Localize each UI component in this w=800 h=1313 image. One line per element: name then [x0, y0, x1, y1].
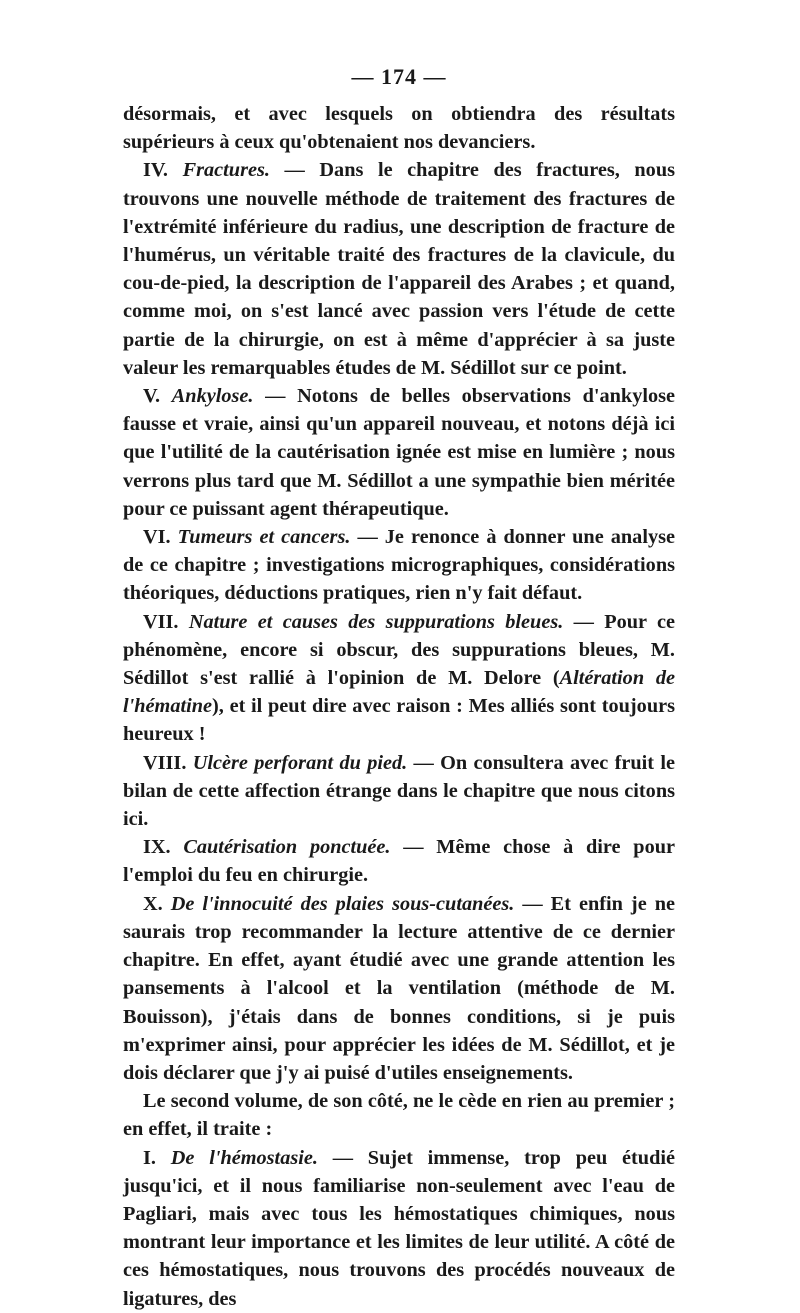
body-text [123, 100, 675, 1313]
section-numeral: VII. [143, 610, 189, 633]
section-title: Fractures. [182, 159, 270, 182]
dash-separator: — [269, 159, 320, 182]
section-cauterisation [123, 833, 675, 889]
paragraph-body: Même chose à dire pour l'emploi du feu en chirurgie. [123, 836, 676, 887]
section-numeral: X. [143, 892, 171, 915]
paragraph-body: Et enfin je ne saurais trop recommander la lecture attentive de ce dernier chapitre. En effet, ayant étudié avec une grande attention les pansements à l'alcool et la ventilation (méthode de M. Bouisson), j'étais dans de bonnes conditions, si je puis m'exprimer ainsi, pour apprécier les idées de M. Sédillot, et je dois déclarer que j'y ai puisé d'utiles enseignements. [123, 892, 675, 1084]
section-numeral: VI. [143, 526, 178, 549]
section-innocuite [123, 890, 675, 1087]
section-ankylose [123, 382, 675, 523]
paragraph-body: Sujet immense, trop peu étudié jusqu'ici, et il nous familiarise non-seulement avec l'eau de Pagliari, mais avec tous les hémostatiques chimiques, nous montrant leur importance et les limites de leur utilité. A côté de ces hémostatiques, nous trouvons des procédés nouveaux de ligatures, des [123, 1146, 676, 1310]
section-hemostasie [123, 1144, 675, 1313]
paragraph-body: On consultera avec fruit le bilan de cette affection étrange dans le chapitre que nous citons ici. [123, 751, 676, 831]
dash-separator: — [317, 1146, 368, 1169]
section-numeral: I. [143, 1146, 171, 1169]
section-title: De l'hémostasie. [170, 1146, 318, 1169]
section-title: Ankylose. [171, 385, 254, 408]
section-tumeurs [123, 523, 675, 608]
dash-separator: — [407, 751, 441, 774]
paragraph-body: Pour ce phénomène, encore si obscur, des suppurations bleues, M. Sédillot s'est rallié à l'opinion de M. Delore ( [123, 610, 676, 690]
section-numeral: IV. [143, 159, 183, 182]
dash-separator: — [350, 526, 385, 549]
section-numeral: VIII. [143, 751, 193, 774]
paragraph-continuation [123, 100, 675, 156]
paragraph-body: Je renonce à donner une analyse de ce chapitre ; investigations micrographiques, considérations théoriques, déductions pratiques, rien n'y fait défaut. [123, 526, 675, 605]
section-ulcere [123, 749, 675, 834]
dash-separator: — [253, 385, 298, 408]
cited-work-title: Altération de l'hématine [123, 667, 675, 718]
section-title: Ulcère perforant du pied. [192, 751, 408, 774]
paragraph-body: Notons de belles observations d'ankylose fausse et vraie, ainsi qu'un appareil nouveau, et notons déjà ici que l'utilité de la cautérisation ignée est mise en lumière ; nous verrons plus tard que M. Sédillot a une sympathie bien méritée pour ce puissant agent thérapeutique. [123, 385, 676, 520]
dash-separator: — [563, 610, 605, 633]
section-numeral: IX. [143, 836, 184, 859]
page-number: — 174 — [351, 64, 447, 89]
paragraph-body: Dans le chapitre des fractures, nous trouvons une nouvelle méthode de traitement des fractures de l'extrémité inférieure du radius, une description de fracture de l'humérus, un véritable traité des fractures de la clavicule, du cou-de-pied, la description de l'appareil des Arabes ; et quand, comme moi, on s'est lancé avec passion vers l'étude de cette partie de la chirurgie, on est à même d'apprécier à sa juste valeur les remarquables études de M. Sédillot sur ce point. [123, 159, 675, 379]
section-numeral: V. [143, 385, 172, 408]
section-title: Nature et causes des suppurations bleues. [188, 610, 564, 633]
section-title: De l'innocuité des plaies sous-cutanées. [170, 892, 515, 915]
book-page [123, 60, 675, 1313]
paragraph-body: désormais, et avec lesquels on obtiendra des résultats supérieurs à ceux qu'obtenaient nos devanciers. [123, 103, 675, 154]
paragraph-second-volume [123, 1087, 675, 1143]
section-title: Cautérisation ponctuée. [183, 836, 391, 859]
dash-separator: — [514, 892, 551, 915]
dash-separator: — [390, 836, 437, 859]
section-fractures [123, 156, 675, 382]
section-suppurations [123, 608, 675, 749]
section-title: Tumeurs et cancers. [177, 526, 351, 549]
paragraph-body: Le second volume, de son côté, ne le cède en rien au premier ; en effet, il traite : [123, 1090, 675, 1141]
paragraph-body-end: ), et il peut dire avec raison : Mes alliés sont toujours heureux ! [123, 695, 675, 746]
